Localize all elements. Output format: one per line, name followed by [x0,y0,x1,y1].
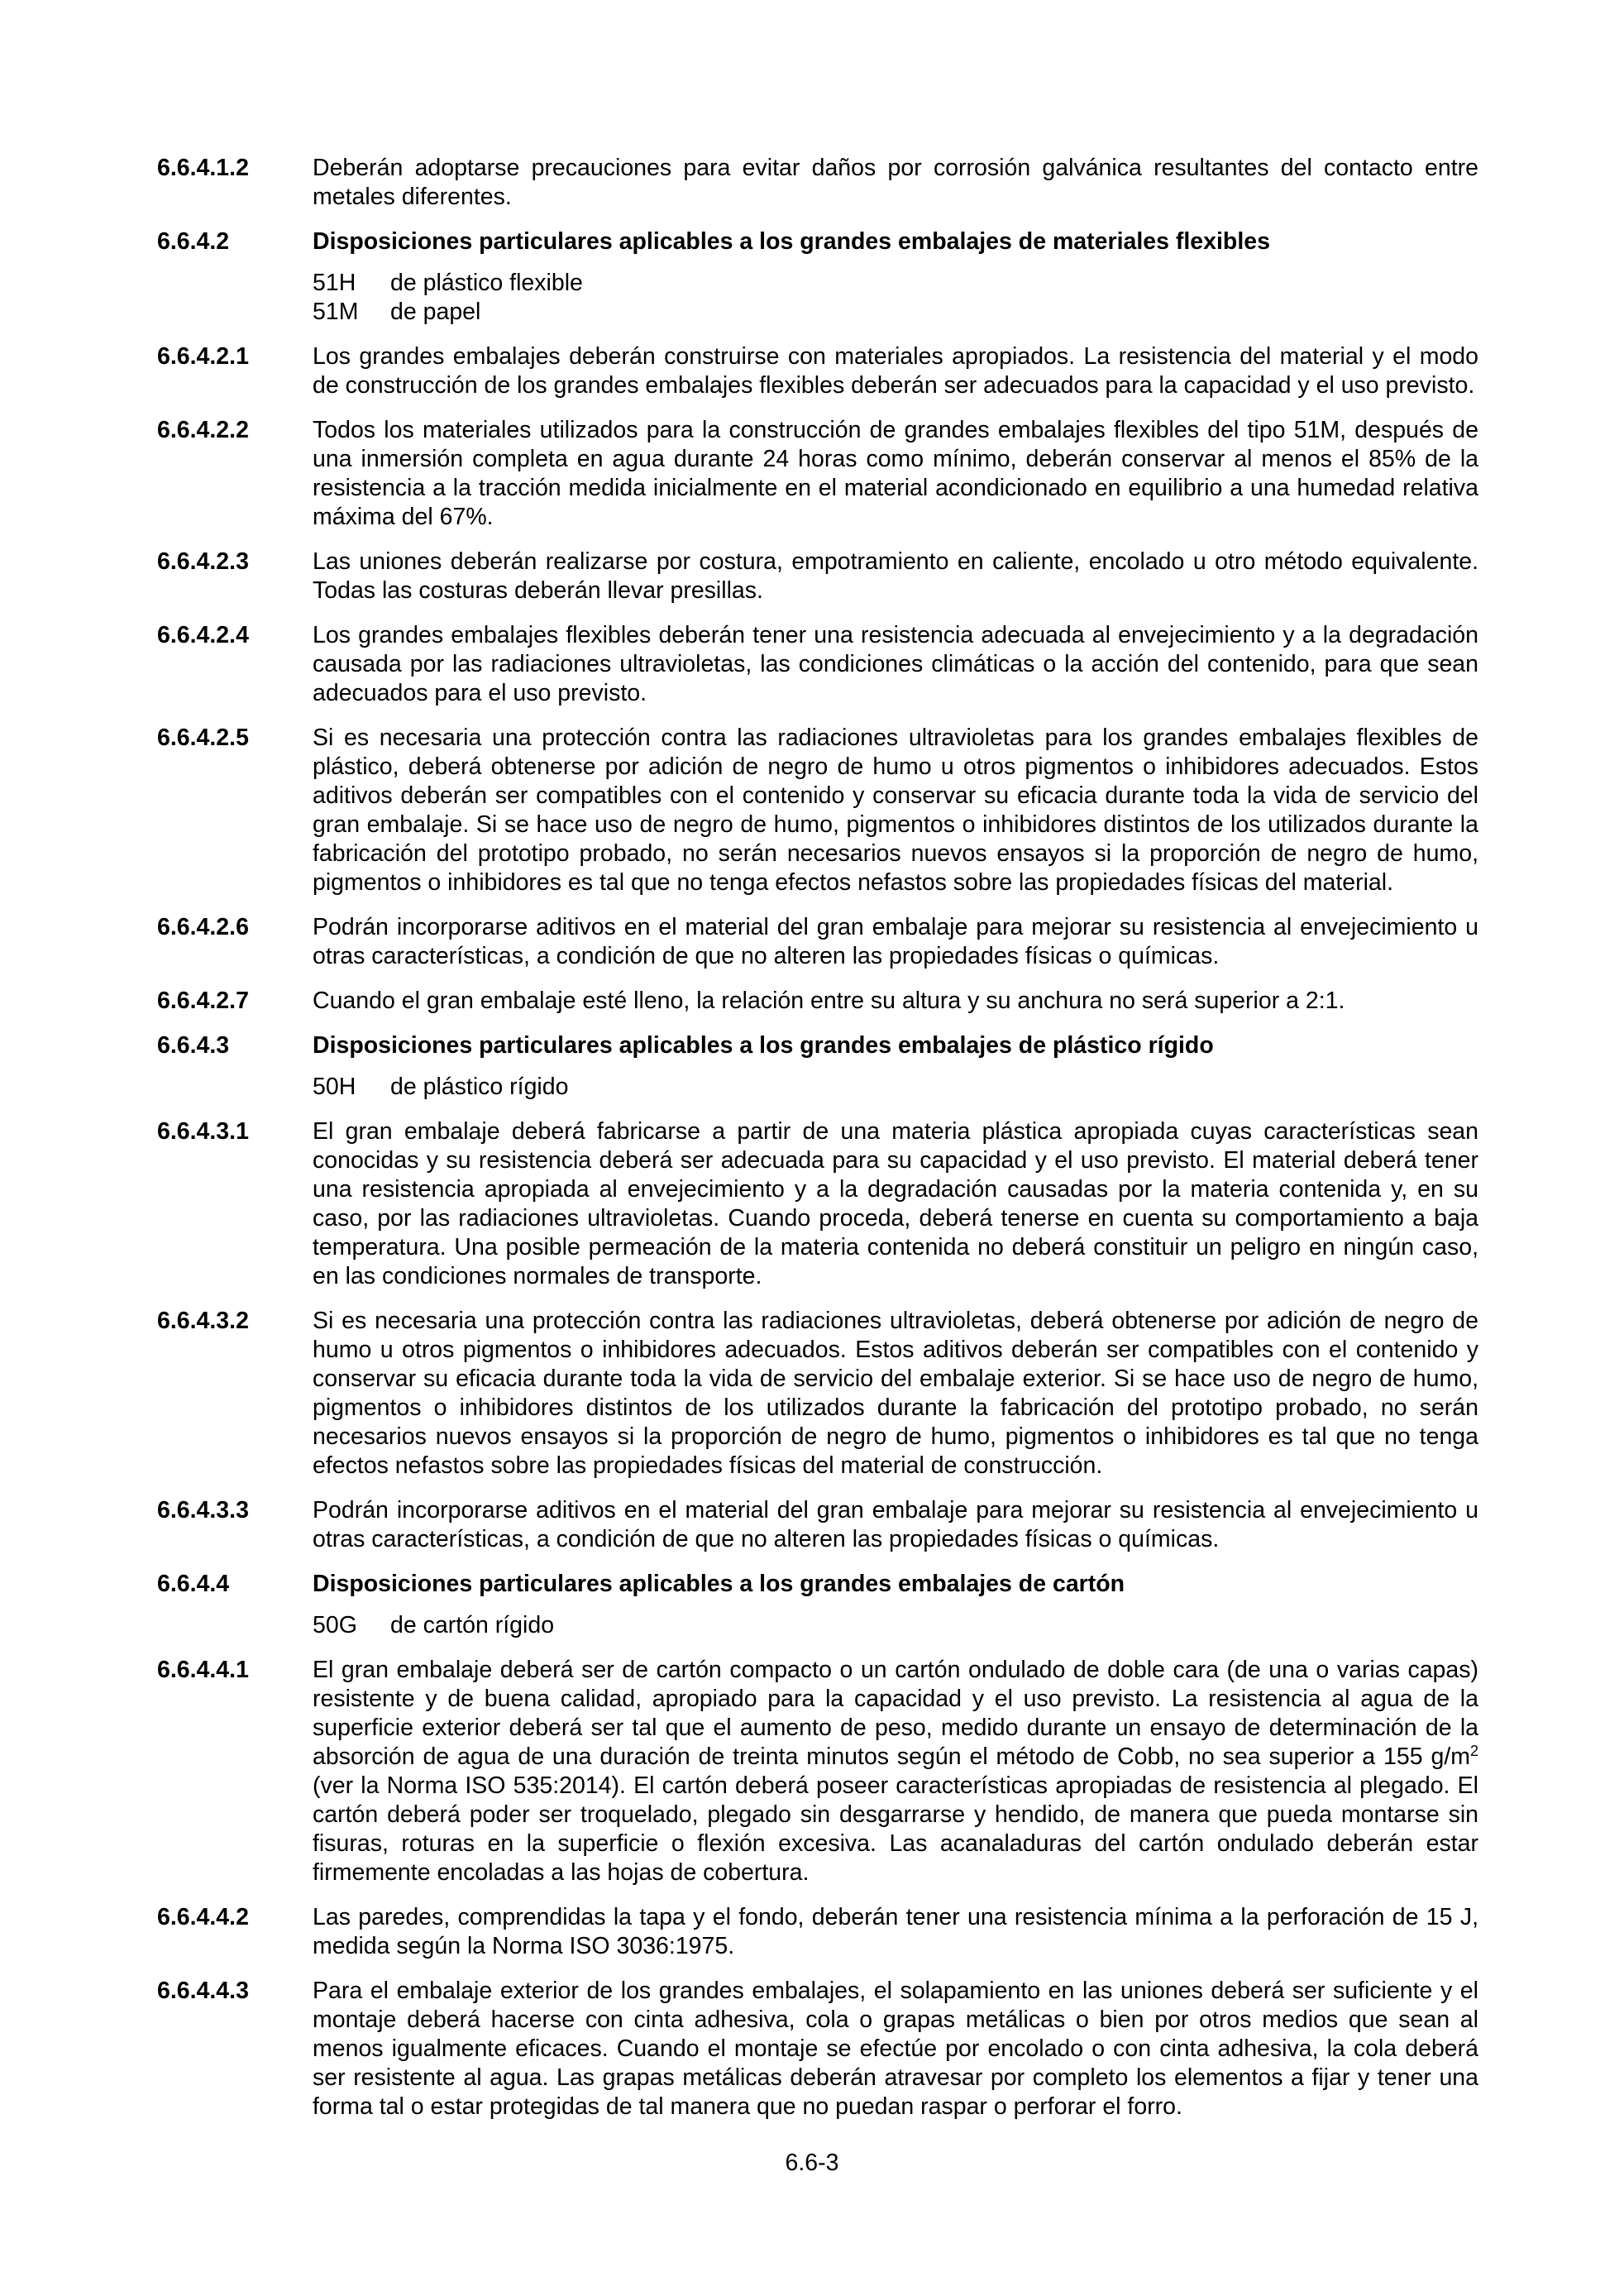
paragraph-number: 6.6.4.2.7 [157,988,249,1014]
paragraph-6.6.4.2.7 [157,987,1478,1016]
section-title: Disposiciones particulares aplicables a los grandes embalajes de plástico rígido [313,1032,1214,1059]
section-number: 6.6.4.4 [157,1571,230,1597]
paragraph-text: Si es necesaria una protección contra las radiaciones ultravioletas, deberá obtenerse por adición de negro de humo u otros pigmentos o inhibidores adecuados. Estos aditivos deberán ser compatibles con el contenido y conservar su eficacia durante toda la vida de servicio del embalaje exterior. Si se hace uso de negro de humo, pigmentos o inhibidores distintos de los utilizados durante la fabricación del prototipo probado, no serán necesarios nuevos ensayos si la proporción de negro de humo, pigmentos o inhibidores es tal que no tenga efectos nefastos sobre las propiedades físicas del material de construcción. [313,1308,1478,1479]
superscript: 2 [1469,1743,1478,1759]
paragraph-number: 6.6.4.3.3 [157,1497,249,1523]
section-heading-6.6.4.4 [157,1570,1478,1599]
section-title: Disposiciones particulares aplicables a los grandes embalajes de materiales flexibles [313,228,1270,255]
packaging-code-list [313,1611,1478,1640]
paragraph-number: 6.6.4.3.2 [157,1308,249,1334]
code: 50H [313,1074,356,1100]
packaging-code-list [313,269,1478,327]
code-description: de plástico rígido [390,1074,569,1100]
page-number: 6.6-3 [785,2150,839,2176]
paragraph-number: 6.6.4.2.6 [157,914,249,940]
section-heading-6.6.4.3 [157,1031,1478,1060]
paragraph-number: 6.6.4.1.2 [157,155,249,181]
section-heading-6.6.4.2 [157,227,1478,256]
paragraph-6.6.4.2.2 [157,416,1478,532]
code: 51H [313,270,356,296]
paragraph-text: El gran embalaje deberá fabricarse a partir de una materia plástica apropiada cuyas características sean conocidas y su resistencia deberá ser adecuada para su capacidad y el uso previsto. El material deberá tener una resistencia apropiada al envejecimiento y a la degradación causadas por la materia contenida y, en su caso, por las radiaciones ultravioletas. Cuando proceda, deberá tenerse en cuenta su comportamiento a baja temperatura. Una posible permeación de la materia contenida no deberá constituir un peligro en ningún caso, en las condiciones normales de transporte. [313,1118,1478,1289]
code-row [313,1073,1478,1102]
packaging-code-list [313,1073,1478,1102]
section-title: Disposiciones particulares aplicables a los grandes embalajes de cartón [313,1571,1125,1597]
paragraph-6.6.4.2.1 [157,342,1478,400]
paragraph-text: Los grandes embalajes deberán construirse con materiales apropiados. La resistencia del material y el modo de construcción de los grandes embalajes flexibles deberán ser adecuados para la capacidad y el uso previsto. [313,343,1478,399]
paragraph-6.6.4.3.1 [157,1117,1478,1291]
paragraph-6.6.4.2.4 [157,621,1478,708]
paragraph-text: Los grandes embalajes flexibles deberán tener una resistencia adecuada al envejecimiento y a la degradación causada por las radiaciones ultravioletas, las condiciones climáticas o la acción del contenido, para que sean adecuados para el uso previsto. [313,622,1478,706]
paragraph-6.6.4.2.3 [157,548,1478,605]
text-part: El gran embalaje deberá ser de cartón compacto o un cartón ondulado de doble cara (de una o varias capas) resistente y de buena calidad, apropiado para la capacidad y el uso previsto. La resistencia al agua de la superficie exterior deberá ser tal que el aumento de peso, medido durante un ensayo de determinación de la absorción de agua de una duración de treinta minutos según el método de Cobb, no sea superior a 155 g/m [313,1657,1478,1770]
paragraph-6.6.4.4.3 [157,1977,1478,2121]
paragraph-6.6.4.3.3 [157,1496,1478,1554]
paragraph-6.6.4.2.5 [157,724,1478,897]
paragraph-text: Si es necesaria una protección contra las radiaciones ultravioletas para los grandes embalajes flexibles de plástico, deberá obtenerse por adición de negro de humo u otros pigmentos o inhibidores adecuados. Estos aditivos deberán ser compatibles con el contenido y conservar su eficacia durante toda la vida de servicio del gran embalaje. Si se hace uso de negro de humo, pigmentos o inhibidores distintos de los utilizados durante la fabricación del prototipo probado, no serán necesarios nuevos ensayos si la proporción de negro de humo, pigmentos o inhibidores es tal que no tenga efectos nefastos sobre las propiedades físicas del material. [313,725,1478,896]
text-part: (ver la Norma ISO 535:2014). El cartón deberá poseer características apropiadas de resistencia al plegado. El cartón deberá poder ser troquelado, plegado sin desgarrarse y hendido, de manera que pueda montarse sin fisuras, roturas en la superficie o flexión excesiva. Las acanaladuras del cartón ondulado deberán estar firmemente encoladas a las hojas de cobertura. [313,1772,1478,1886]
code-description: de cartón rígido [390,1612,555,1638]
paragraph-6.6.4.4.2 [157,1903,1478,1961]
section-number: 6.6.4.2 [157,228,230,255]
paragraph-6.6.4.3.2 [157,1307,1478,1480]
code-row [313,1611,1478,1640]
code-description: de papel [390,299,481,325]
paragraph-text: Deberán adoptarse precauciones para evitar daños por corrosión galvánica resultantes del contacto entre metales diferentes. [313,155,1478,210]
paragraph-number: 6.6.4.2.2 [157,417,249,443]
section-number: 6.6.4.3 [157,1032,230,1059]
paragraph-text: Para el embalaje exterior de los grandes embalajes, el solapamiento en las uniones deberá ser suficiente y el montaje deberá hacerse con cinta adhesiva, cola o grapas metálicas o bien por otros medios que sean al menos igualmente eficaces. Cuando el montaje se efectúe por encolado o con cinta adhesiva, la cola deberá ser resistente al agua. Las grapas metálicas deberán atravesar por completo los elementos a fijar y tener una forma tal o estar protegidas de tal manera que no puedan raspar o perforar el forro. [313,1978,1478,2120]
paragraph-text: Podrán incorporarse aditivos en el material del gran embalaje para mejorar su resistencia al envejecimiento u otras características, a condición de que no alteren las propiedades físicas o químicas. [313,1497,1478,1552]
paragraph-text: Cuando el gran embalaje esté lleno, la relación entre su altura y su anchura no será superior a 2:1. [313,988,1345,1014]
paragraph-text: Las paredes, comprendidas la tapa y el fondo, deberán tener una resistencia mínima a la perforación de 15 J, medida según la Norma ISO 3036:1975. [313,1904,1478,1959]
paragraph-number: 6.6.4.4.2 [157,1904,249,1930]
paragraph-number: 6.6.4.2.4 [157,622,249,648]
paragraph-number: 6.6.4.4.3 [157,1978,249,2004]
paragraph-number: 6.6.4.2.1 [157,343,249,370]
paragraph-6.6.4.4.1 [157,1656,1478,1887]
code: 51M [313,299,359,325]
paragraph-text: Todos los materiales utilizados para la construcción de grandes embalajes flexibles del tipo 51M, después de una inmersión completa en agua durante 24 horas como mínimo, deberán conservar al menos el 85% de la resistencia a la tracción medida inicialmente en el material acondicionado en equilibrio a una humedad relativa máxima del 67%. [313,417,1478,530]
code: 50G [313,1612,357,1638]
paragraph-number: 6.6.4.2.3 [157,548,249,575]
paragraph-number: 6.6.4.4.1 [157,1657,249,1683]
paragraph-text: Podrán incorporarse aditivos en el material del gran embalaje para mejorar su resistencia al envejecimiento u otras características, a condición de que no alteren las propiedades físicas o químicas. [313,914,1478,969]
paragraph-6.6.4.1.2 [157,154,1478,212]
paragraph-number: 6.6.4.2.5 [157,725,249,751]
code-description: de plástico flexible [390,270,583,296]
paragraph-text [313,1656,1478,1887]
code-row [313,269,1478,298]
paragraph-number: 6.6.4.3.1 [157,1118,249,1145]
paragraph-6.6.4.2.6 [157,913,1478,971]
document-body [157,154,1478,2137]
code-row [313,298,1478,327]
paragraph-text: Las uniones deberán realizarse por costura, empotramiento en caliente, encolado u otro método equivalente. Todas las costuras deberán llevar presillas. [313,548,1478,604]
